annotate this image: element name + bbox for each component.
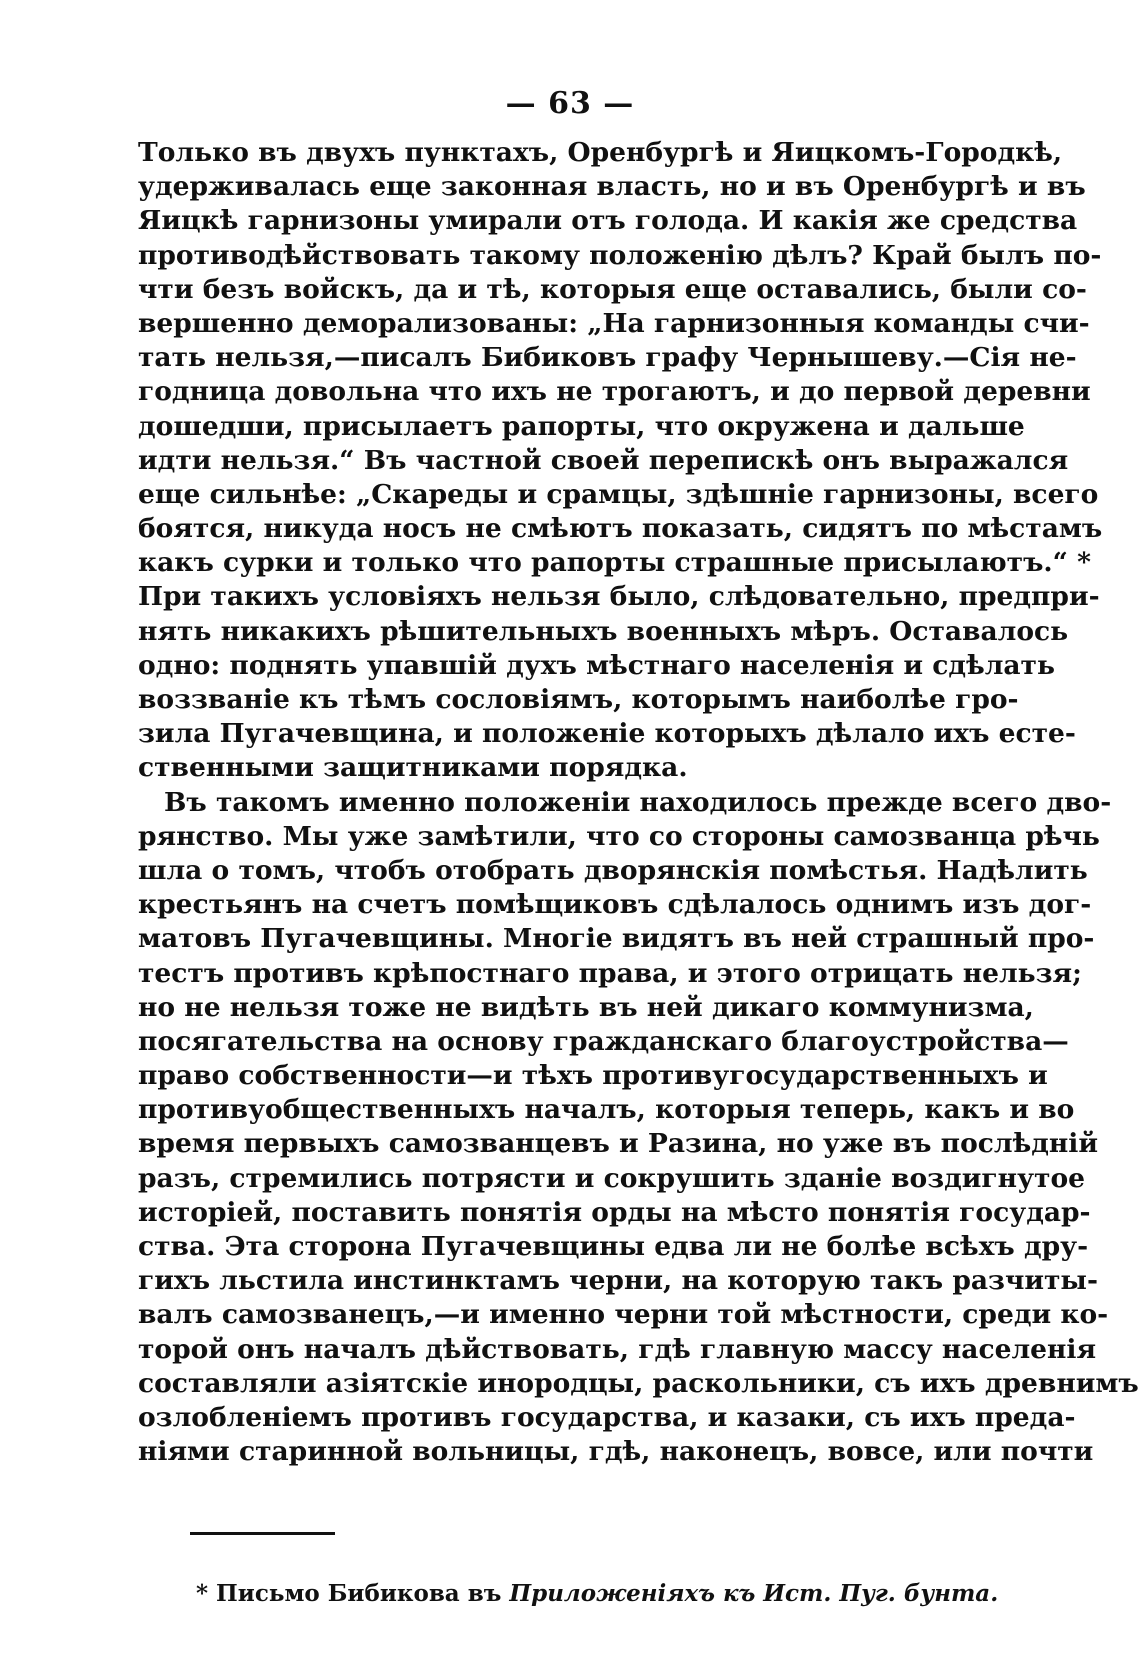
text-line: боятся, никуда носъ не смѣютъ показать, сидятъ по мѣстамъ (138, 513, 1103, 545)
text-line: годница довольна что ихъ не трогаютъ, и до первой деревни (138, 376, 1091, 408)
text-line: озлобленіемъ противъ государства, и казаки, съ ихъ преда- (138, 1401, 1076, 1433)
text-line: вершенно деморализованы: „На гарнизонныя команды счи- (138, 307, 1090, 339)
text-line: торой онъ началъ дѣйствовать, гдѣ главную массу населенія (138, 1333, 1097, 1365)
text-line: Въ такомъ именно положеніи находилось прежде всего дво- (164, 786, 1112, 818)
text-line: одно: поднять упавшій духъ мѣстнаго населенія и сдѣлать (138, 649, 1055, 681)
text-line: какъ сурки и только что рапорты страшные присылаютъ.“ * (138, 547, 1091, 579)
text-line: матовъ Пугачевщины. Многіе видятъ въ ней страшный про- (138, 923, 1095, 955)
text-line: нять никакихъ рѣшительныхъ военныхъ мѣръ. Оставалось (138, 615, 1069, 647)
text-line: тестъ противъ крѣпостнаго права, и этого отрицать нельзя; (138, 957, 1082, 989)
text-line: крестьянъ на счетъ помѣщиковъ сдѣлалось однимъ изъ дог- (138, 889, 1092, 921)
text-line: но не нельзя тоже не видѣть въ ней дикаго коммунизма, (138, 991, 1034, 1023)
text-line: ніями старинной вольницы, гдѣ, наконецъ, вовсе, или почти (138, 1436, 1094, 1468)
text-line: право собственности—и тѣхъ противугосударственныхъ и (138, 1060, 1048, 1092)
text-line: гихъ льстила инстинктамъ черни, на которую такъ разчиты- (138, 1265, 1098, 1297)
text-line: идти нельзя.“ Въ частной своей перепискѣ онъ выражался (138, 444, 1069, 476)
text-line: противуобщественныхъ началъ, которыя теперь, какъ и во (138, 1094, 1075, 1126)
text-line: время первыхъ самозванцевъ и Разина, но уже въ послѣдній (138, 1128, 1098, 1160)
text-line: чти безъ войскъ, да и тѣ, которыя еще оставались, были со- (138, 273, 1087, 305)
footnote-text: Письмо Бибикова въ (216, 1580, 502, 1607)
text-line: Яицкѣ гарнизоны умирали отъ голода. И какія же средства (138, 205, 1078, 237)
body-text (138, 136, 1139, 1469)
footnote-marker: * (196, 1580, 209, 1607)
text-line: воззваніе къ тѣмъ сословіямъ, которымъ наиболѣе гро- (138, 684, 1019, 715)
footnote-source: Приложеніяхъ къ Ист. Пуг. бунта. (509, 1580, 999, 1607)
text-line: валъ самозванецъ,—и именно черни той мѣстности, среди ко- (138, 1299, 1109, 1331)
text-line: посягательства на основу гражданскаго благоустройства— (138, 1025, 1069, 1057)
text-line: рянство. Мы уже замѣтили, что со стороны самозванца рѣчь (138, 820, 1100, 852)
text-line: удерживалась еще законная власть, но и въ Оренбургѣ и въ (138, 171, 1086, 203)
text-line: противодѣйствовать такому положенію дѣлъ? Край былъ по- (138, 239, 1102, 271)
text-line: тать нельзя,—писалъ Бибиковъ графу Чернышеву.—Сія не- (138, 342, 1077, 374)
text-line: еще сильнѣе: „Скареды и срамцы, здѣшніе гарнизоны, всего (138, 478, 1099, 510)
text-line: дошедши, присылаетъ рапорты, что окружена и дальше (138, 410, 1025, 442)
page-number: — 63 — (505, 86, 635, 121)
footnote-divider (190, 1532, 335, 1535)
text-line: составляли азіятскіе инородцы, раскольники, съ ихъ древнимъ (138, 1367, 1139, 1399)
footnote (196, 1580, 998, 1607)
text-line: ства. Эта сторона Пугачевщины едва ли не болѣе всѣхъ дру- (138, 1231, 1089, 1262)
text-line: исторіей, поставить понятія орды на мѣсто понятія государ- (138, 1196, 1091, 1228)
text-line: ственными защитниками порядка. (138, 752, 688, 784)
text-line: При такихъ условіяхъ нельзя было, слѣдовательно, предпри- (138, 581, 1100, 613)
text-line: Только въ двухъ пунктахъ, Оренбургѣ и Яицкомъ-Городкѣ, (138, 137, 1063, 168)
text-line: шла о томъ, чтобъ отобрать дворянскія помѣстья. Надѣлить (138, 854, 1088, 886)
text-line: разъ, стремились потрясти и сокрушить зданіе воздигнутое (138, 1162, 1085, 1194)
text-line: зила Пугачевщина, и положеніе которыхъ дѣлало ихъ есте- (138, 718, 1076, 750)
